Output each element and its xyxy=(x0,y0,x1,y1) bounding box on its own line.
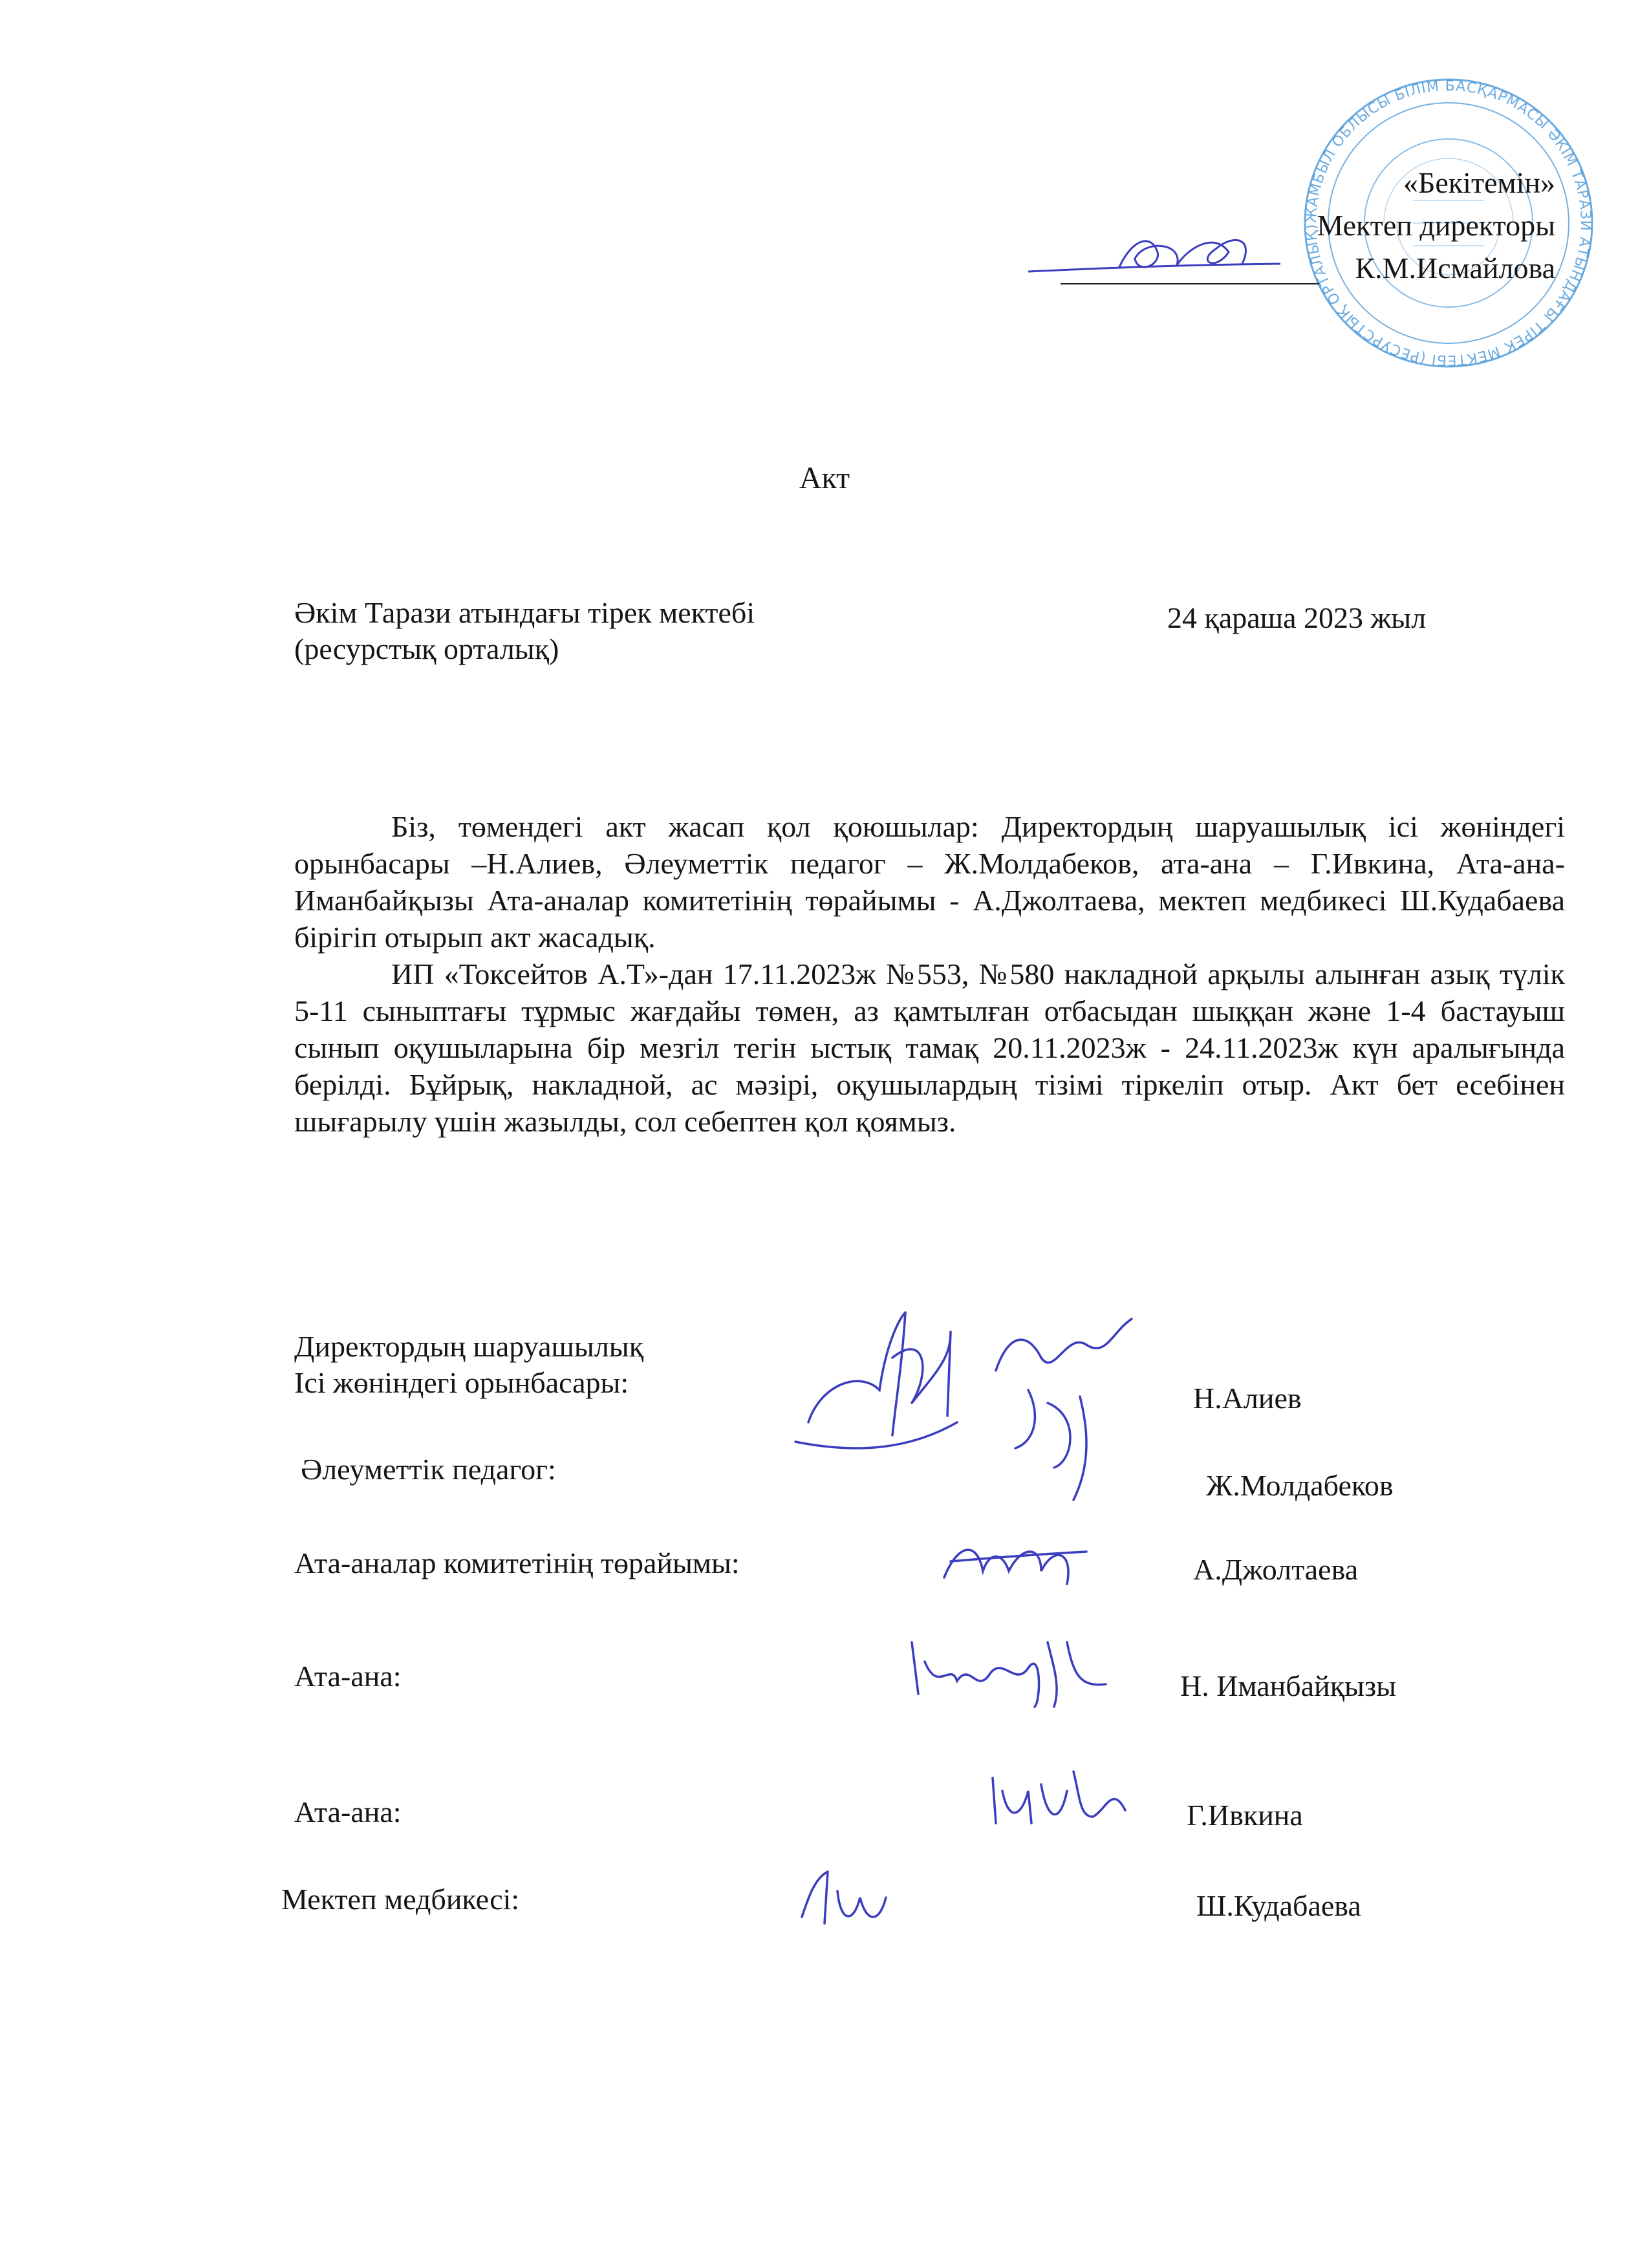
signatory-6-role: Мектеп медбикесі: xyxy=(281,1883,520,1916)
signatory-4-role: Ата-ана: xyxy=(294,1660,402,1693)
signature-ivkina xyxy=(983,1759,1132,1836)
document-date: 24 қараша 2023 жыл xyxy=(1167,601,1427,634)
signature-joltaeva xyxy=(938,1526,1093,1597)
signatory-2-name: Ж.Молдабеков xyxy=(1206,1469,1394,1502)
act-body xyxy=(294,808,1565,1140)
signatory-6-name: Ш.Кудабаева xyxy=(1196,1889,1361,1922)
approval-director-name: К.М.Исмайлова xyxy=(1355,251,1555,284)
signature-imanbaikyzy xyxy=(905,1623,1112,1713)
signatory-1-name: Н.Алиев xyxy=(1193,1382,1302,1415)
signatory-1-role-line1: Директордың шаруашылық xyxy=(294,1330,644,1363)
document-title: Акт xyxy=(799,461,850,495)
signatory-5-name: Г.Ивкина xyxy=(1187,1799,1303,1832)
approval-position: Мектеп директоры xyxy=(1317,209,1555,242)
signature-aliev xyxy=(782,1293,1170,1506)
signatory-3-name: А.Джолтаева xyxy=(1193,1553,1359,1586)
approval-title: «Бекітемін» xyxy=(1403,166,1555,199)
school-name: Әкім Тарази атындағы тірек мектебі xyxy=(294,596,755,629)
signatory-3-role: Ата-аналар комитетінің төрайымы: xyxy=(294,1546,740,1579)
body-paragraph-1: Біз, төмендегі акт жасап қол қоюшылар: Директордың шаруашылық ісі жөніндегі орынбасары –Н.Алиев, Әлеуметтік педагог – Ж.Молдабеков, ата-ана – Г.Ивкина, Ата-ана- Иманбайқызы Ата-аналар комитетінің төрайымы - А.Джолтаева, мектеп медбикесі Ш.Кудабаева бірігіп отырып акт жасадық. xyxy=(294,810,1565,954)
approval-block xyxy=(1317,162,1555,290)
body-paragraph-2: ИП «Токсейтов А.Т»-дан 17.11.2023ж №553, №580 накладной арқылы алынған азық түлік 5-11 сыныптағы тұрмыс жағдайы төмен, аз қамтылған отбасыдан шыққан және 1-4 бастауыш сынып оқушыларына бір мезгіл тегін ыстық тамақ 20.11.2023ж - 24.11.2023ж күн аралығында берілді. Бұйрық, накладной, ас мәзірі, оқушылардың тізімі тіркеліп отыр. Акт бет есебінен шығарылу үшін жазылды, сол себептен қол қоямыз. xyxy=(294,957,1565,1138)
signatory-4-name: Н. Иманбайқызы xyxy=(1180,1669,1397,1702)
svg-text:ЖАМБЫЛ ОБЛЫСЫ БІЛІМ БАСҚАРМАСЫ: ЖАМБЫЛ ОБЛЫСЫ БІЛІМ БАСҚАРМАСЫ ӘКІМ ТАРАЗИ АТЫНДАҒЫ ТІРЕК МЕКТЕБІ (РЕСУРСТЫҚ ОРТАЛЫҚ) xyxy=(1303,78,1594,369)
school-subtitle: (ресурстық орталық) xyxy=(294,632,559,665)
signature-kudabaeva xyxy=(789,1859,905,1930)
signatory-1-role-line2: Ісі жөніндегі орынбасары: xyxy=(294,1366,629,1399)
signatory-5-role: Ата-ана: xyxy=(294,1795,402,1828)
signatory-2-role: Әлеуметтік педагог: xyxy=(301,1453,556,1486)
director-signature xyxy=(1022,213,1293,304)
